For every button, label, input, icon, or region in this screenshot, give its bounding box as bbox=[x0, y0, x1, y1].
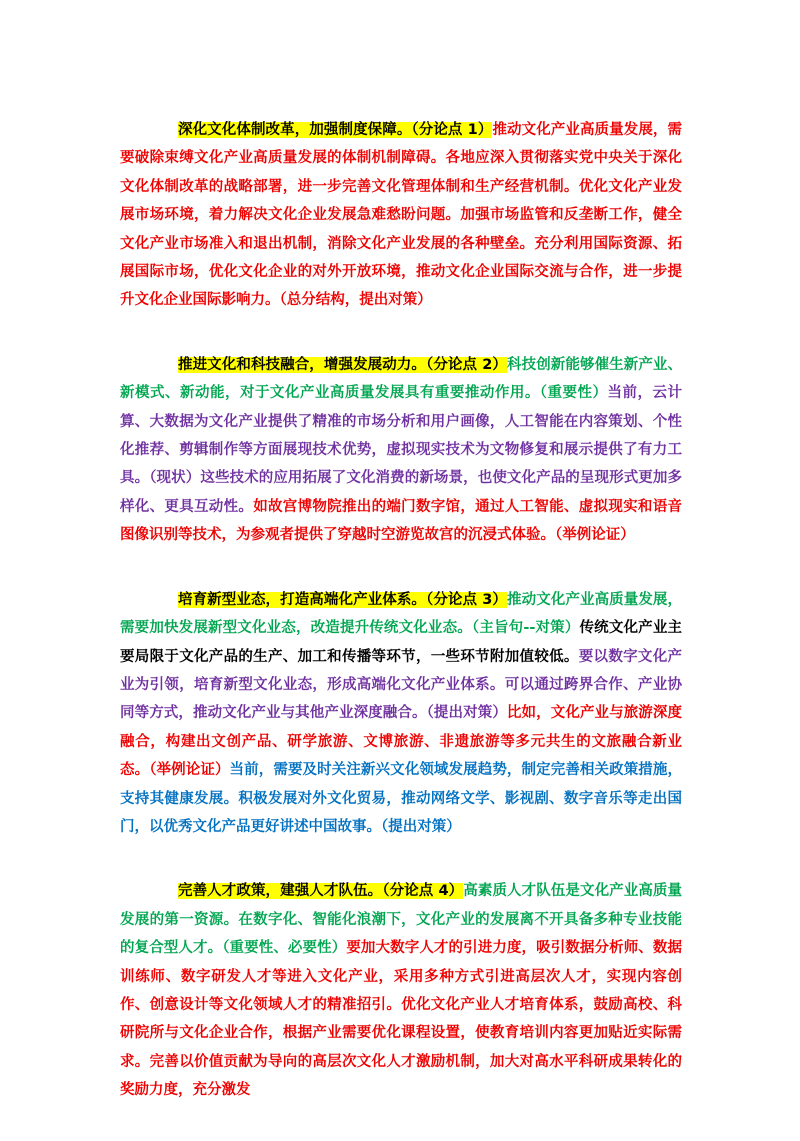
subpoint-heading-1: 深化文化体制改革，加强制度保障。（分论点 1） bbox=[178, 122, 493, 138]
subpoint-heading-3: 培育新型业态，打造高端化产业体系。（分论点 3） bbox=[178, 591, 508, 608]
paragraph-3 bbox=[120, 586, 682, 842]
paragraph-1 bbox=[120, 116, 682, 315]
paragraph-text: 推动文化产业高质量发展，需要加快发展新型文化业态，改造提升传统文化业态。（主旨句--对策） bbox=[120, 591, 683, 637]
paragraph-text: 推动文化产业高质量发展，需要破除束缚文化产业高质量发展的体制机制障碍。各地应深入贯彻落实党中央关于深化文化体制改革的战略部署，进一步完善文化管理体制和生产经营机制。优化文化产业发展市场环境，着力解决文化企业发展急难愁盼问题。加强市场监管和反垄断工作，健全文化产业市场准入和退出机制，消除文化产业发展的各种壁垒。充分利用国际资源、拓展国际市场，优化文化企业的对外开放环境，推动文化企业国际交流与合作，进一步提升文化企业国际影响力。（总分结构，提出对策） bbox=[120, 122, 683, 309]
paragraph-text: 当前，需要及时关注新兴文化领域发展趋势，制定完善相关政策措施，支持其健康发展。积极发展对外文化贸易，推动网络文学、影视剧、数字音乐等走出国门，以优秀文化产品更好讲述中国故事。（提出对策） bbox=[120, 762, 683, 835]
subpoint-heading-4: 完善人才政策，建强人才队伍。（分论点 4） bbox=[178, 883, 464, 900]
paragraph-text: 要以数字文化产业为引领，培育新型文化业态，形成高端化文化产业体系。可以通过跨界合作、产业协同等方式，推动文化产业与其他产业深度融合。（提出对策） bbox=[120, 648, 683, 722]
paragraph-text: 如故宫博物院推出的端门数字馆，通过人工智能、虚拟现实和语音图像识别等技术，为参观者提供了穿越时空游览故宫的沉浸式体验。（举例论证） bbox=[120, 498, 683, 544]
paragraph-text: 当前，云计算、大数据为文化产业提供了精准的市场分析和用户画像，人工智能在内容策划、个性化推荐、剪辑制作等方面展现技术优势，虚拟现实技术为文物修复和展示提供了有力工具。（现状）这些技术的应用拓展了文化消费的新场景，也使文化产品的呈现形式更加多样化、更具互动性。 bbox=[120, 385, 683, 515]
paragraph-text: 要加大数字人才的引进力度，吸引数据分析师、数据训练师、数字研发人才等进入文化产业，采用多种方式引进高层次人才，实现内容创作、创意设计等文化领域人才的精准招引。优化文化产业人才培育体系，鼓励高校、科研院所与文化企业合作，根据产业需要优化课程设置，使教育培训内容更加贴近实际需求。完善以价值贡献为导向的高层次文化人才激励机制，加大对高水平科研成果转化的奖励力度，充分激发 bbox=[120, 940, 682, 1099]
paragraph-text: 科技创新能够催生新产业、新模式、新动能，对于文化产业高质量发展具有重要推动作用。（重要性） bbox=[120, 356, 683, 402]
subpoint-heading-2: 推进文化和科技融合，增强发展动力。（分论点 2） bbox=[178, 356, 508, 373]
document-body bbox=[120, 116, 682, 1141]
paragraph-text: 比如，文化产业与旅游深度融合，构建出文创产品、研学旅游、文博旅游、非遗旅游等多元共生的文旅融合新业态。（举例论证） bbox=[120, 705, 683, 779]
paragraph-text: 传统文化产业主要局限于文化产品的生产、加工和传播等环节，一些环节附加值较低。 bbox=[120, 620, 682, 665]
paragraph-2 bbox=[120, 351, 682, 550]
paragraph-4 bbox=[120, 877, 682, 1104]
paragraph-text: 高素质人才队伍是文化产业高质量发展的第一资源。在数字化、智能化浪潮下，文化产业的发展离不开具备多种专业技能的复合型人才。（重要性、必要性） bbox=[120, 883, 683, 957]
